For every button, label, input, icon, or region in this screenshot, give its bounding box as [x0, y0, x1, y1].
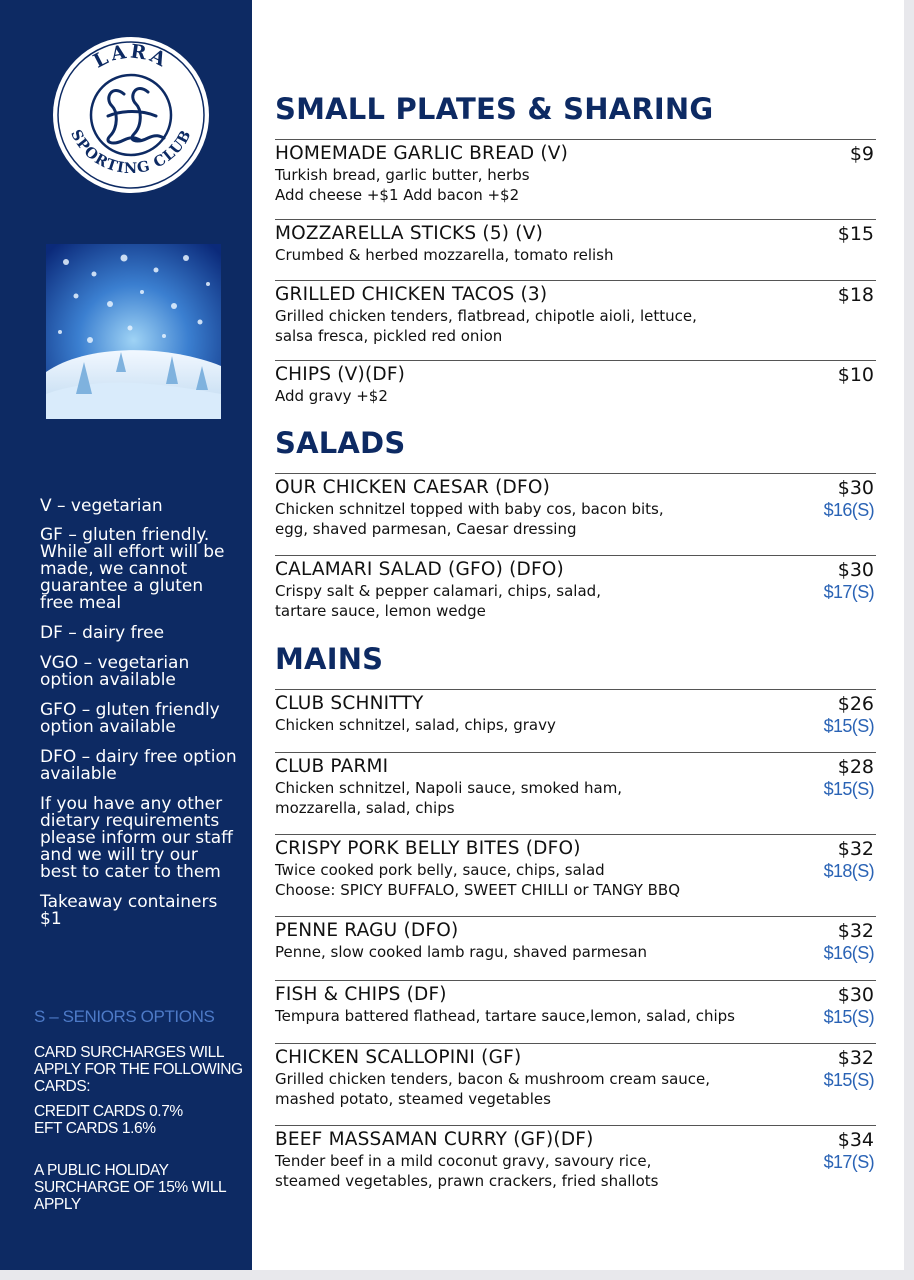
legend-item: VGO – vegetarian option available: [40, 653, 190, 690]
legend-item: V – vegetarian: [40, 496, 163, 516]
item-price: $15: [837, 223, 874, 245]
sidebar: [0, 0, 252, 1270]
menu-item: [275, 139, 876, 205]
legend-item: DF – dairy free: [40, 623, 165, 643]
item-name: GRILLED CHICKEN TACOS (3): [275, 284, 548, 305]
item-description: egg, shaved parmesan, Caesar dressing: [275, 520, 577, 538]
menu-item: [275, 280, 876, 346]
item-senior-price: $16(S): [823, 500, 874, 520]
menu-item: [275, 219, 876, 265]
lara-sporting-club-logo: [52, 36, 210, 194]
item-description: Chicken schnitzel topped with baby cos, bacon bits,: [275, 500, 664, 518]
item-description: Grilled chicken tenders, flatbread, chipotle aioli, lettuce,: [275, 307, 697, 325]
public-holiday-note: A PUBLIC HOLIDAY SURCHARGE OF 15% WILL APPLY: [34, 1162, 226, 1213]
item-senior-price: $15(S): [823, 1007, 874, 1027]
legend-item: DFO – dairy free option available: [40, 747, 237, 784]
menu-item: [275, 689, 876, 735]
item-price: $30: [837, 477, 874, 499]
item-description: Crumbed & herbed mozzarella, tomato relish: [275, 246, 614, 264]
item-description: Chicken schnitzel, salad, chips, gravy: [275, 716, 556, 734]
item-price: $28: [837, 756, 874, 778]
item-name: CRISPY PORK BELLY BITES (DFO): [275, 838, 581, 859]
card-rates: [34, 1103, 244, 1137]
menu-item: [275, 360, 876, 406]
item-senior-price: $18(S): [823, 861, 874, 881]
legend-item: If you have any other dietary requirements please inform our staff and we will try our best to cater to them: [40, 794, 233, 882]
item-description: Add cheese +$1 Add bacon +$2: [275, 186, 520, 204]
item-senior-price: $15(S): [823, 716, 874, 736]
item-price: $9: [849, 143, 874, 165]
item-name: CLUB PARMI: [275, 756, 389, 777]
section-title-mains: MAINS: [275, 642, 384, 676]
item-description: mozzarella, salad, chips: [275, 799, 455, 817]
eft-card-rate: EFT CARDS 1.6%: [34, 1120, 156, 1137]
item-description: tartare sauce, lemon wedge: [275, 602, 486, 620]
item-price: $32: [837, 838, 874, 860]
item-name: PENNE RAGU (DFO): [275, 920, 459, 941]
item-description: steamed vegetables, prawn crackers, fried shallots: [275, 1172, 659, 1190]
menu-item: [275, 834, 876, 900]
item-description: Turkish bread, garlic butter, herbs: [275, 166, 530, 184]
legend-item: GF – gluten friendly. While all effort will be made, we cannot guarantee a gluten free meal: [40, 525, 225, 613]
item-price: $30: [837, 559, 874, 581]
item-description: Tender beef in a mild coconut gravy, savoury rice,: [275, 1152, 652, 1170]
item-name: CLUB SCHNITTY: [275, 693, 424, 714]
menu-item: [275, 980, 876, 1026]
item-description: Tempura battered flathead, tartare sauce,lemon, salad, chips: [275, 1007, 735, 1025]
item-description: Add gravy +$2: [275, 387, 388, 405]
item-name: BEEF MASSAMAN CURRY (GF)(DF): [275, 1129, 594, 1150]
item-description: salsa fresca, pickled red onion: [275, 327, 503, 345]
item-price: $32: [837, 1047, 874, 1069]
page-edge: [0, 1270, 914, 1280]
item-name: OUR CHICKEN CAESAR (DFO): [275, 477, 551, 498]
item-description: Chicken schnitzel, Napoli sauce, smoked ham,: [275, 779, 623, 797]
item-name: MOZZARELLA STICKS (5) (V): [275, 223, 543, 244]
credit-card-rate: CREDIT CARDS 0.7%: [34, 1103, 183, 1120]
item-price: $32: [837, 920, 874, 942]
item-name: CHIPS (V)(DF): [275, 364, 406, 385]
item-description: Choose: SPICY BUFFALO, SWEET CHILLI or TANGY BBQ: [275, 881, 681, 899]
item-name: CHICKEN SCALLOPINI (GF): [275, 1047, 522, 1068]
section-title-small-plates: SMALL PLATES & SHARING: [275, 92, 714, 126]
menu-item: [275, 555, 876, 621]
legend-item: GFO – gluten friendly option available: [40, 700, 220, 737]
logo-top-text: LARA: [89, 40, 173, 73]
item-description: Crispy salt & pepper calamari, chips, salad,: [275, 582, 601, 600]
logo-bottom-text: SPORTING CLUB: [67, 126, 195, 178]
item-description: Grilled chicken tenders, bacon & mushroom cream sauce,: [275, 1070, 711, 1088]
item-name: HOMEMADE GARLIC BREAD (V): [275, 143, 569, 164]
menu-item: [275, 1125, 876, 1191]
menu-item: [275, 916, 876, 962]
item-price: $18: [837, 284, 874, 306]
item-description: Twice cooked pork belly, sauce, chips, salad: [275, 861, 605, 879]
page-edge: [904, 0, 914, 1280]
item-price: $10: [837, 364, 874, 386]
dietary-legend: [40, 498, 240, 941]
item-name: FISH & CHIPS (DF): [275, 984, 447, 1005]
item-description: mashed potato, steamed vegetables: [275, 1090, 551, 1108]
item-name: CALAMARI SALAD (GFO) (DFO): [275, 559, 564, 580]
section-title-salads: SALADS: [275, 426, 406, 460]
item-price: $26: [837, 693, 874, 715]
item-senior-price: $17(S): [823, 582, 874, 602]
menu-item: [275, 473, 876, 539]
item-senior-price: $15(S): [823, 1070, 874, 1090]
card-surcharge-note: CARD SURCHARGES WILL APPLY FOR THE FOLLOWING CARDS:: [34, 1044, 243, 1095]
item-description: Penne, slow cooked lamb ragu, shaved parmesan: [275, 943, 648, 961]
item-price: $34: [837, 1129, 874, 1151]
item-senior-price: $15(S): [823, 779, 874, 799]
item-senior-price: $16(S): [823, 943, 874, 963]
item-senior-price: $17(S): [823, 1152, 874, 1172]
legend-item: Takeaway containers $1: [40, 892, 218, 929]
seniors-options-label: S – SENIORS OPTIONS: [34, 1007, 215, 1026]
item-price: $30: [837, 984, 874, 1006]
winter-scene-image: [46, 244, 221, 419]
menu-item: [275, 752, 876, 818]
menu-item: [275, 1043, 876, 1109]
